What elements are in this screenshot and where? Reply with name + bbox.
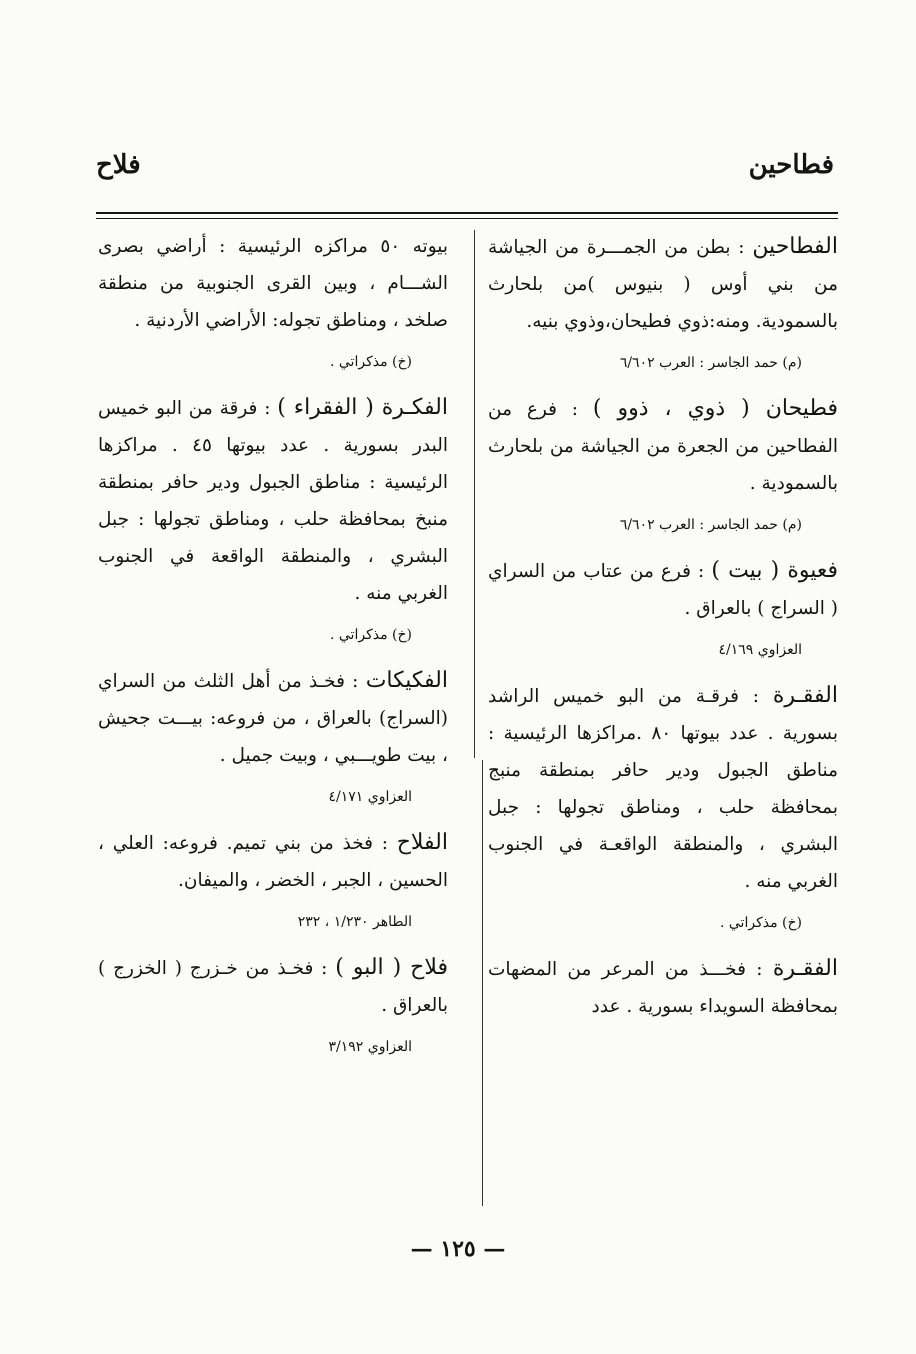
entry-text: : فرع من عتاب من السراي ( السراج ) بالعراق . bbox=[488, 561, 838, 619]
entry-reference: الطاهر ١/٢٣٠ ، ٢٣٢ bbox=[297, 914, 412, 930]
entry-reference: (خ) مذكراتي . bbox=[719, 915, 802, 931]
entry-text: : بطن من الجمـــرة من الجياشة من بني أوس ( بنيوس )من بلحارث بالسمودية. ومنه:ذوي فطيحان،وذوي بنيه. bbox=[488, 237, 838, 332]
entry bbox=[488, 390, 838, 502]
entry bbox=[98, 662, 448, 774]
entry bbox=[488, 228, 838, 340]
entry-head: الفكـرة ( الفقراء ) bbox=[277, 395, 448, 420]
entry bbox=[98, 228, 448, 339]
entry bbox=[488, 950, 838, 1025]
entry-head: الفلاح bbox=[396, 830, 448, 855]
entry-text: : فرقـة من البو خميس الراشد بسورية . عدد بيوتها ٨٠ .مراكزها الرئيسية : مناطق الجبول ودير حافر بمنطقة منبج بمحافظة حلب ، ومناطق تجولها : جبل البشري ، والمنطقة الواقعـة في الجنوب الغربي منه . bbox=[488, 686, 838, 892]
entry-head: فلاح ( البو ) bbox=[335, 955, 448, 980]
entry-head: الفقـرة bbox=[772, 956, 838, 981]
entry-text: : فخـــذ من المرعر من المضهات بمحافظة السويداء بسورية . عدد bbox=[488, 959, 838, 1017]
entry-head: الفطاحين bbox=[752, 234, 838, 259]
column-divider-upper bbox=[474, 230, 475, 758]
left-column bbox=[98, 228, 448, 1208]
column-divider-lower bbox=[482, 760, 483, 1206]
entry-reference: (م) حمد الجاسر : العرب ٦/٦٠٢ bbox=[619, 517, 802, 533]
entry-text: : فخذ من بني تميم. فروعه: العلي ، الحسين ، الجبر ، الخضر ، والميفان. bbox=[98, 833, 448, 891]
entry-reference: العزاوي ٤/١٧١ bbox=[328, 789, 412, 805]
entry-text: : فرع من الفطاحين من الجعرة من الجياشة من بلحارث بالسمودية . bbox=[488, 399, 838, 494]
page-number: — ١٢٥ — bbox=[410, 1236, 506, 1262]
entry-reference: العزاوي ٣/١٩٢ bbox=[328, 1039, 412, 1055]
entry-reference: (خ) مذكراتي . bbox=[329, 627, 412, 643]
entry-text: : فرقة من البو خميس البدر بسورية . عدد بيوتها ٤٥ . مراكزها الرئيسية : مناطق الجبول ودير حافر بمنطقة منبخ بمحافظة حلب ، ومناطق تجولها : جبل البشري ، والمنطقة الواقعة في الجنوب الغربي منه . bbox=[98, 398, 448, 604]
entry-text: بيوته ٥٠ مراكزه الرئيسية : أراضي بصرى الشـــام ، وبين القرى الجنوبية من منطقة صلخد ، ومناطق تجوله: الأراضي الأردنية . bbox=[98, 236, 448, 331]
entry-reference: العزاوي ٤/١٦٩ bbox=[718, 642, 802, 658]
right-column bbox=[488, 228, 838, 1208]
entry bbox=[98, 389, 448, 612]
entry-text: : فخـذ من أهل الثلث من السراي (السراج) بالعراق ، من فروعه: بيـــت جحيش ، بيت طويـــبي ، وبيت جميل . bbox=[98, 671, 448, 766]
header-rule-thin bbox=[96, 218, 838, 219]
entry-reference: (م) حمد الجاسر : العرب ٦/٦٠٢ bbox=[619, 355, 802, 371]
entry-reference: (خ) مذكراتي . bbox=[329, 354, 412, 370]
entry bbox=[98, 949, 448, 1024]
entry-head: فطيحان ( ذوي ، ذوو ) bbox=[592, 396, 838, 421]
entry-head: فعيوة ( بيت ) bbox=[711, 558, 838, 583]
entry bbox=[98, 824, 448, 899]
header-rule-thick bbox=[96, 212, 838, 214]
entry-head: الفقـرة bbox=[772, 683, 838, 708]
entry-head: الفكيكات bbox=[365, 668, 448, 693]
entry bbox=[488, 677, 838, 900]
running-header-right: فطاحين bbox=[748, 150, 834, 180]
entry bbox=[488, 552, 838, 627]
running-header-left: فلاح bbox=[96, 150, 141, 180]
entry-text: : فخـذ من خـزرج ( الخزرج ) بالعراق . bbox=[98, 958, 448, 1016]
